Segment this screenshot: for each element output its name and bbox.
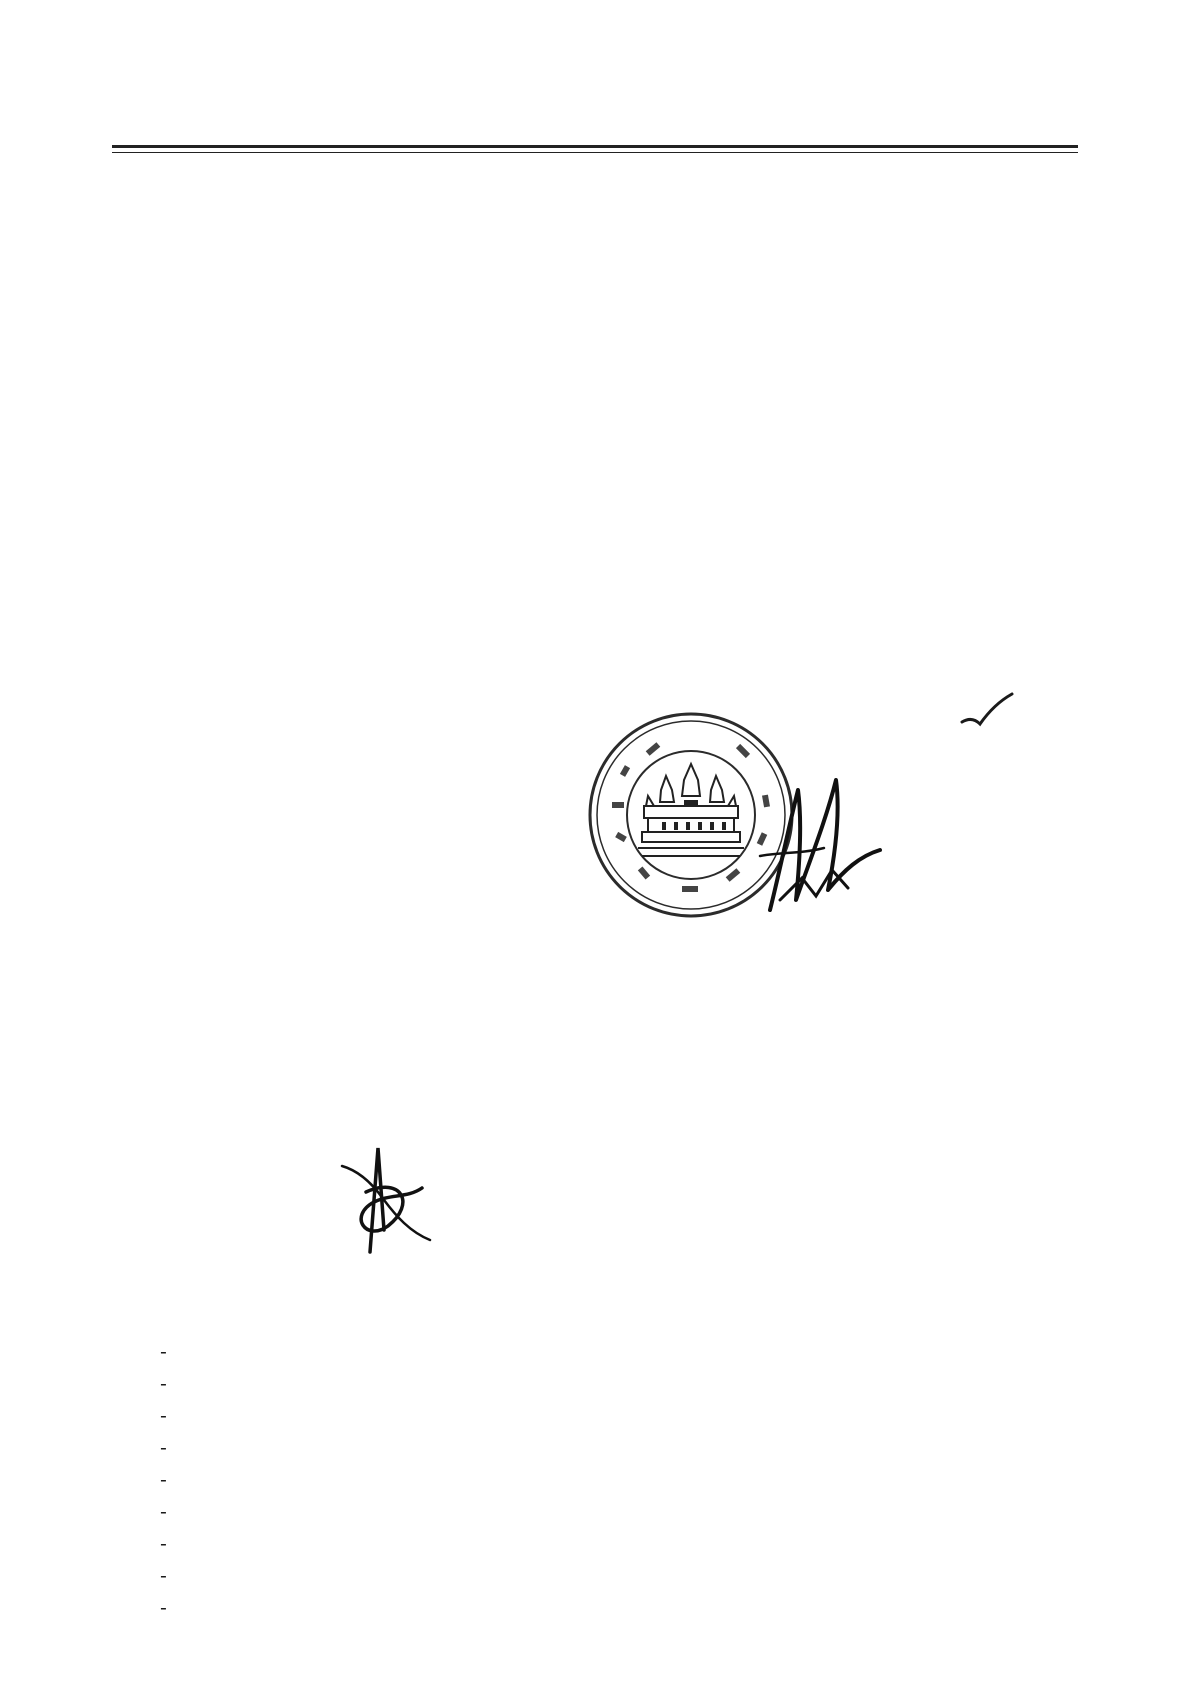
- recipient-item: -: [160, 1373, 167, 1395]
- date-tick-mark: [958, 690, 1018, 730]
- recipient-item: -: [160, 1469, 167, 1491]
- recipient-item: -: [160, 1565, 167, 1587]
- recipient-item: -: [160, 1341, 167, 1363]
- header-rule-thin: [112, 152, 1078, 153]
- recipient-item: -: [160, 1437, 167, 1459]
- minister-signature: [326, 1140, 446, 1260]
- recipient-item: -: [160, 1597, 167, 1619]
- recipient-item: -: [160, 1405, 167, 1427]
- gazette-header: [112, 92, 1078, 138]
- recipients-list: [160, 1336, 176, 1624]
- recipient-item: -: [160, 1501, 167, 1523]
- recipient-item: -: [160, 1533, 167, 1555]
- header-rule: [112, 145, 1078, 148]
- prime-minister-signature: [740, 760, 910, 930]
